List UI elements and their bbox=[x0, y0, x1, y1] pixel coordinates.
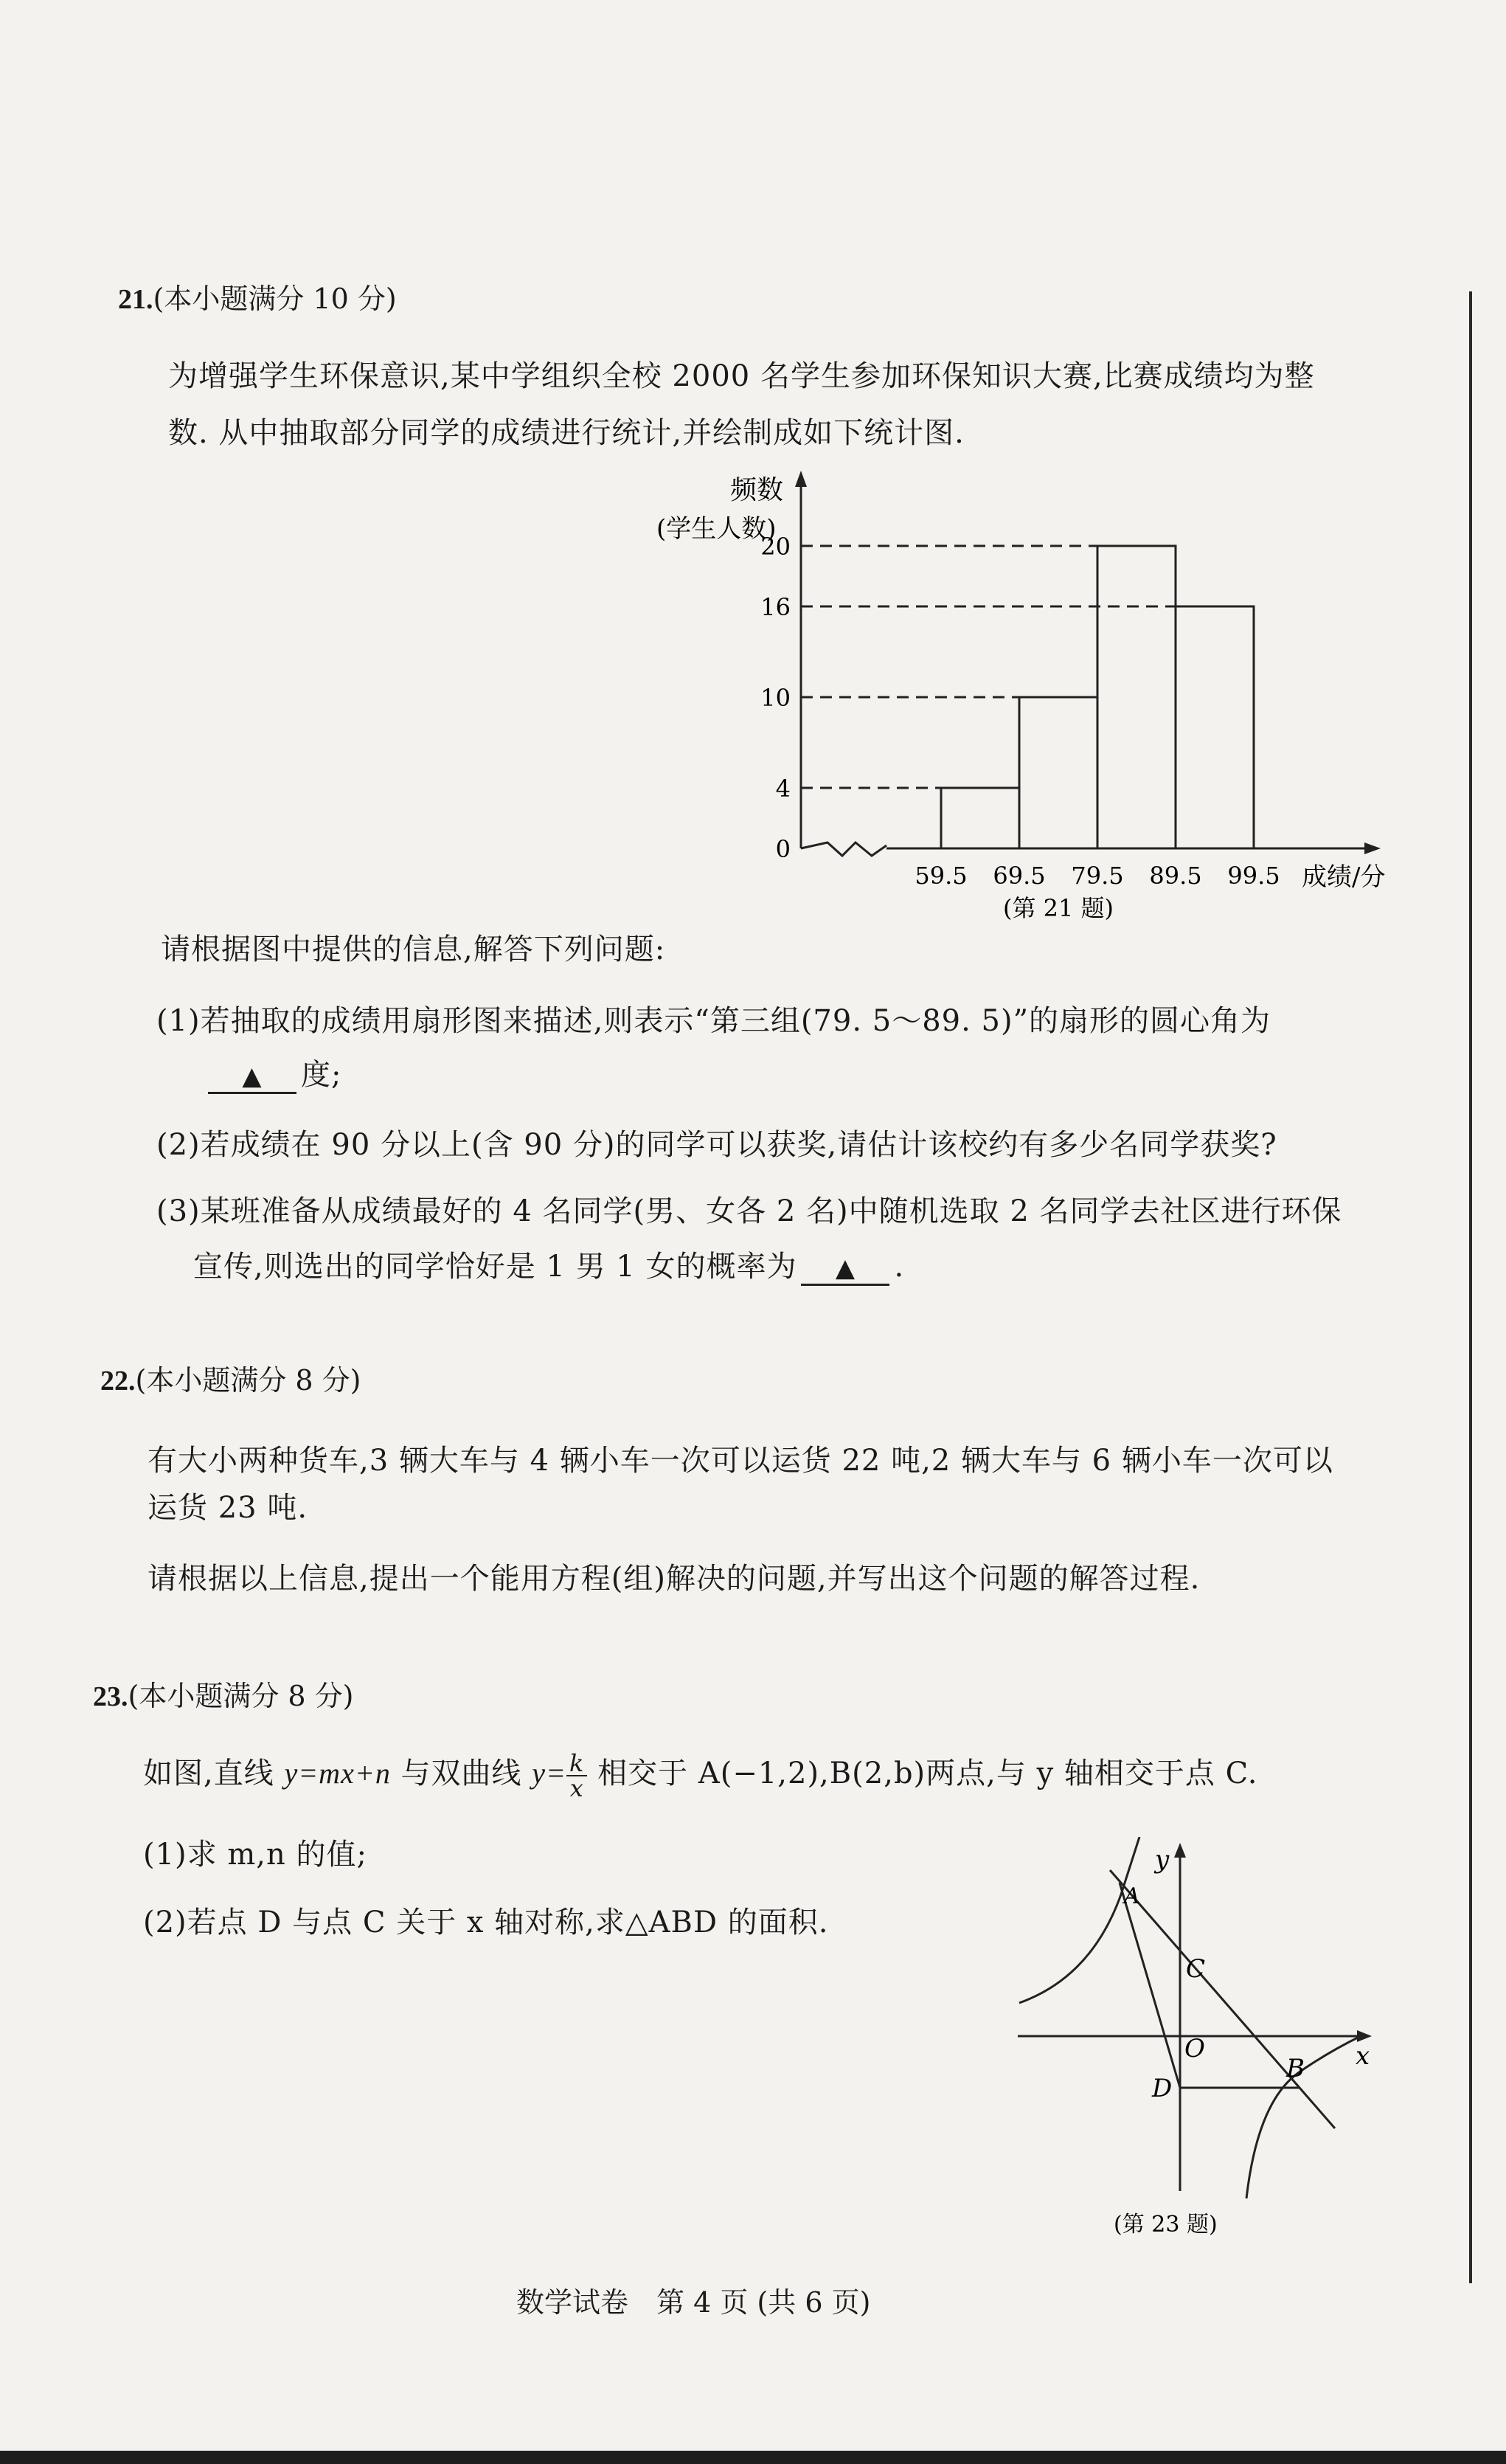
y-axis-label-line1: 频数 bbox=[730, 475, 784, 505]
q21-part2: (2)若成绩在 90 分以上(含 90 分)的同学可以获奖,请估计该校约有多少名同学获奖? bbox=[156, 1128, 1277, 1162]
q21-prompt: 请根据图中提供的信息,解答下列问题: bbox=[161, 932, 666, 966]
x-tick-label: 69.5 bbox=[993, 862, 1046, 890]
y-axis-arrow bbox=[795, 471, 807, 487]
q23-intro-c: 相交于 A(−1,2),B(2,b)两点,与 y 轴相交于点 C. bbox=[587, 1757, 1258, 1790]
q21-part1-tail: 度; bbox=[301, 1058, 342, 1092]
histogram-bar-2 bbox=[1019, 697, 1097, 848]
x-tick-label: 89.5 bbox=[1149, 862, 1202, 890]
page-footer: 数学试卷 第 4 页 (共 6 页) bbox=[516, 2286, 871, 2319]
q21-points: (本小题满分 10 分) bbox=[153, 283, 397, 315]
q21-histogram bbox=[634, 465, 1416, 937]
label-d: D bbox=[1152, 2074, 1173, 2103]
x-tick-labels bbox=[915, 862, 1280, 890]
margin-rule bbox=[1469, 291, 1472, 2283]
answer-triangle-icon: ▲ bbox=[835, 1253, 856, 1283]
x-tick-label: 99.5 bbox=[1227, 862, 1280, 890]
label-b: B bbox=[1286, 2054, 1305, 2083]
x-axis-arrow bbox=[1357, 2030, 1372, 2042]
histogram-bar-4 bbox=[1176, 606, 1254, 848]
q23-part2: (2)若点 D 与点 C 关于 x 轴对称,求△ABD 的面积. bbox=[143, 1906, 829, 1939]
y-axis-arrow bbox=[1174, 1843, 1186, 1858]
q23-part1: (1)求 m,n 的值; bbox=[143, 1838, 367, 1872]
histogram-bars bbox=[941, 546, 1254, 848]
q22-header bbox=[100, 1357, 361, 1398]
q23-fraction-numerator: k bbox=[566, 1751, 587, 1776]
q21-part3-tail: . bbox=[894, 1250, 905, 1284]
x-tick-label: 79.5 bbox=[1071, 862, 1124, 890]
q22-line3: 请根据以上信息,提出一个能用方程(组)解决的问题,并写出这个问题的解答过程. bbox=[148, 1562, 1201, 1596]
q22-line2: 运货 23 吨. bbox=[148, 1491, 308, 1525]
histogram-bar-3 bbox=[1097, 546, 1176, 848]
segment-ad bbox=[1120, 1883, 1180, 2088]
scan-edge bbox=[0, 2451, 1506, 2464]
q21-figure-caption: (第 21 题) bbox=[1003, 894, 1114, 922]
y-tick-label: 4 bbox=[775, 775, 791, 803]
y-axis-label-line2: (学生人数) bbox=[656, 514, 777, 544]
histogram-guides bbox=[801, 546, 1176, 788]
label-x: x bbox=[1356, 2041, 1370, 2071]
q23-intro bbox=[143, 1750, 1258, 1800]
q21-part3-answer-blank[interactable] bbox=[801, 1250, 889, 1286]
q21-intro-line1: 为增强学生环保意识,某中学组织全校 2000 名学生参加环保知识大赛,比赛成绩均为整 bbox=[168, 359, 1315, 393]
label-a: A bbox=[1124, 1883, 1140, 1909]
q21-part3-text: 宣传,则选出的同学恰好是 1 男 1 女的概率为 bbox=[193, 1250, 797, 1284]
hyperbola-branch-left bbox=[1019, 1837, 1139, 2003]
q23-number: 23. bbox=[93, 1681, 128, 1712]
x-tick-label: 59.5 bbox=[915, 862, 968, 890]
label-o: O bbox=[1184, 2034, 1205, 2063]
q23-intro-b: 与双曲线 bbox=[390, 1757, 532, 1790]
q23-points: (本小题满分 8 分) bbox=[128, 1680, 354, 1712]
y-tick-label: 10 bbox=[760, 684, 791, 712]
histogram-bar-1 bbox=[941, 788, 1019, 848]
q23-intro-a: 如图,直线 bbox=[143, 1757, 285, 1790]
line-ab bbox=[1110, 1870, 1335, 2128]
y-tick-labels bbox=[760, 533, 791, 863]
q23-figure-caption: (第 23 题) bbox=[1114, 2212, 1218, 2238]
q21-part1-answer-blank[interactable] bbox=[208, 1058, 296, 1094]
q23-line-equation: y=mx+n bbox=[284, 1757, 391, 1790]
q23-curve-lhs: y= bbox=[532, 1757, 567, 1790]
y-tick-label: 20 bbox=[760, 533, 791, 561]
label-y: y bbox=[1155, 1845, 1170, 1875]
x-axis-label: 成绩/分 bbox=[1302, 862, 1386, 892]
q23-fraction-denominator: x bbox=[569, 1774, 584, 1802]
q22-line1: 有大小两种货车,3 辆大车与 4 辆小车一次可以运货 22 吨,2 辆大车与 6 辆小车一次可以 bbox=[148, 1444, 1333, 1478]
y-tick-label: 0 bbox=[775, 835, 791, 863]
q22-number: 22. bbox=[100, 1366, 136, 1397]
q21-intro-line2: 数. 从中抽取部分同学的成绩进行统计,并绘制成如下统计图. bbox=[168, 416, 965, 450]
q21-header bbox=[118, 276, 397, 316]
answer-triangle-icon: ▲ bbox=[242, 1062, 263, 1091]
q23-fraction bbox=[566, 1751, 587, 1800]
label-c: C bbox=[1186, 1954, 1206, 1984]
axis-break bbox=[801, 842, 886, 856]
q21-part3-line2 bbox=[193, 1243, 904, 1286]
q22-points: (本小题满分 8 分) bbox=[135, 1364, 361, 1397]
q21-part1-line2 bbox=[204, 1051, 341, 1094]
q21-part1-line1: (1)若抽取的成绩用扇形图来描述,则表示“第三组(79. 5～89. 5)”的扇形的圆心角为 bbox=[156, 1004, 1271, 1038]
x-axis-arrow bbox=[1364, 842, 1381, 854]
y-tick-label: 16 bbox=[760, 593, 791, 621]
q23-header bbox=[93, 1673, 354, 1714]
q23-figure bbox=[1003, 1837, 1401, 2250]
q21-number: 21. bbox=[118, 284, 153, 315]
q21-part3-line1: (3)某班准备从成绩最好的 4 名同学(男、女各 2 名)中随机选取 2 名同学去社区进行环保 bbox=[156, 1194, 1342, 1228]
